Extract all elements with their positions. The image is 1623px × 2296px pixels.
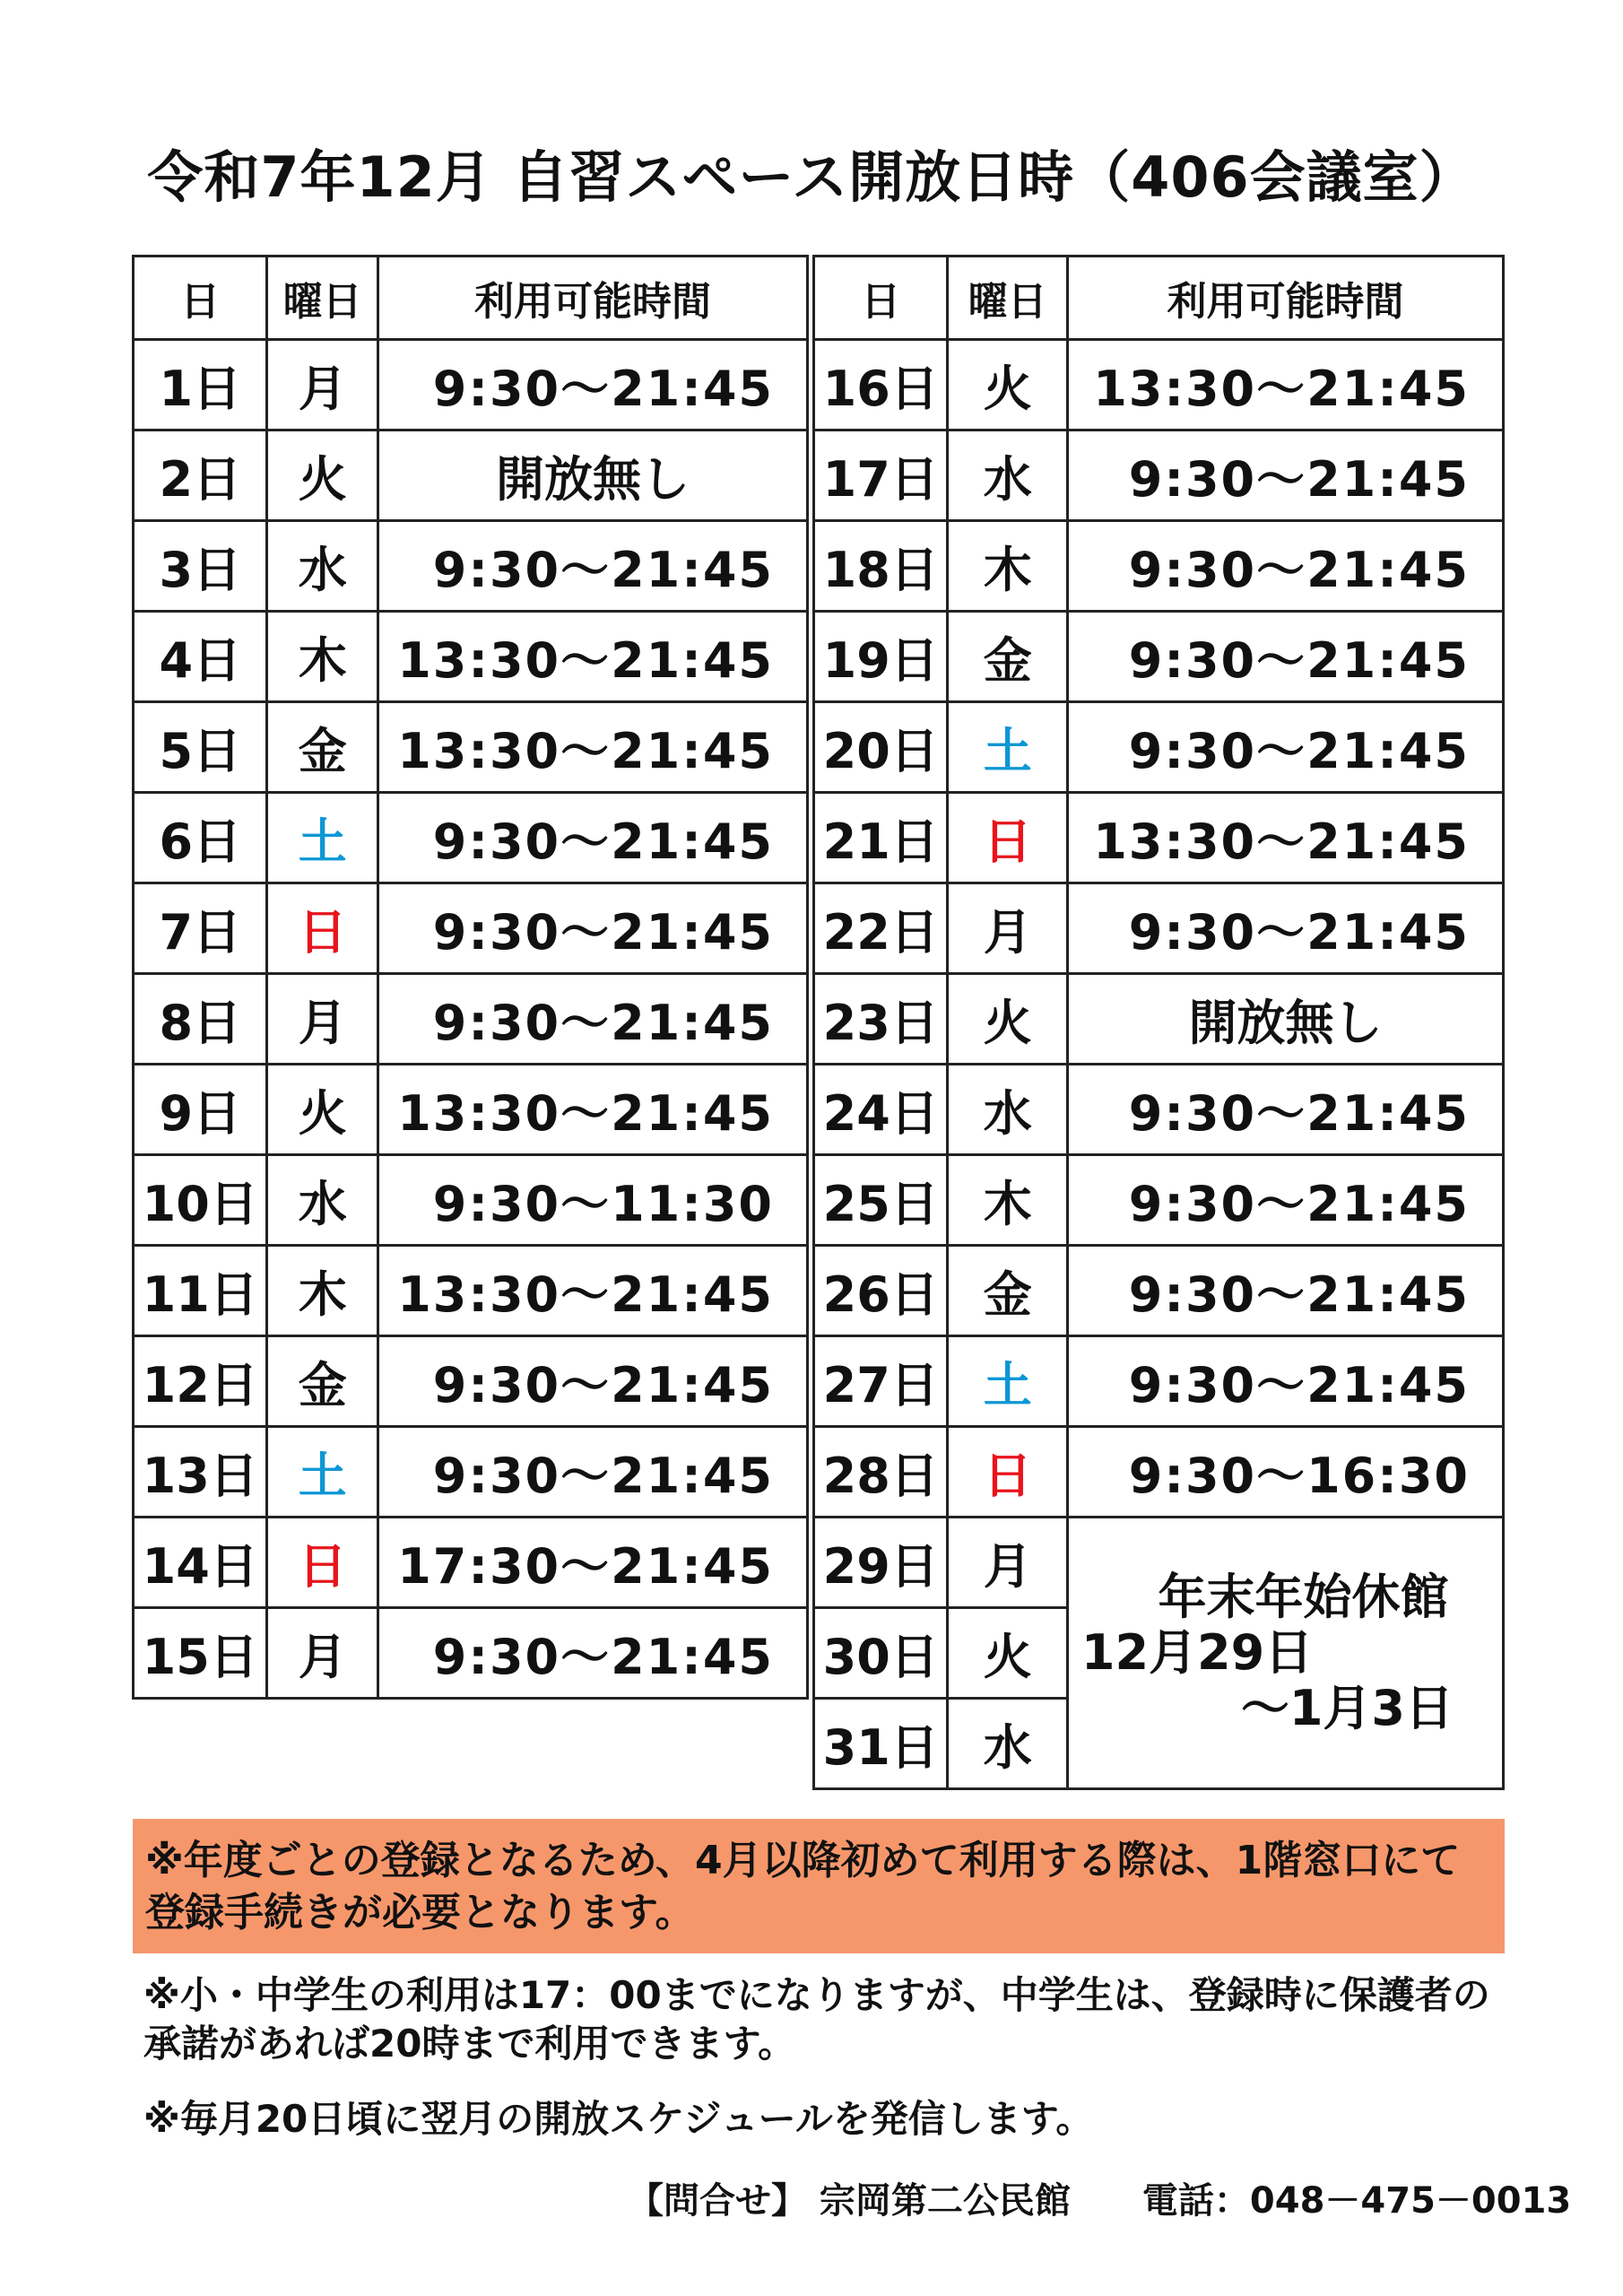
hours-cell: 13:30～21:45 <box>1067 793 1503 883</box>
table-row <box>134 612 808 702</box>
hours-cell: 9:30～21:45 <box>1067 521 1503 612</box>
weekday-cell: 日 <box>948 1427 1067 1518</box>
weekday-cell: 水 <box>948 430 1067 521</box>
hours-cell: 9:30～21:45 <box>1067 1246 1503 1336</box>
table-row <box>814 1518 1504 1608</box>
header-day: 日 <box>134 257 267 340</box>
table-row <box>814 1246 1504 1336</box>
day-cell: 10日 <box>134 1155 267 1246</box>
header-weekday: 曜日 <box>267 257 378 340</box>
day-cell: 20日 <box>814 702 948 793</box>
schedule-release-note: ※毎月20日頃に翌月の開放スケジュールを発信します。 <box>143 2097 1094 2141</box>
table-row <box>134 974 808 1065</box>
weekday-cell: 火 <box>267 430 378 521</box>
hours-cell: 9:30～21:45 <box>378 340 807 430</box>
weekday-cell: 木 <box>948 521 1067 612</box>
table-row <box>814 1427 1504 1518</box>
hours-cell: 9:30～21:45 <box>378 1608 807 1699</box>
hours-cell: 9:30～21:45 <box>378 793 807 883</box>
weekday-cell: 日 <box>267 1518 378 1608</box>
table-row <box>814 702 1504 793</box>
hours-cell: 9:30～21:45 <box>1067 612 1503 702</box>
weekday-cell: 火 <box>267 1065 378 1155</box>
table-row <box>134 1065 808 1155</box>
hours-cell: 13:30～21:45 <box>378 612 807 702</box>
day-cell: 3日 <box>134 521 267 612</box>
holiday-line1: 年末年始休館 <box>1158 1569 1449 1625</box>
day-cell: 2日 <box>134 430 267 521</box>
day-cell: 9日 <box>134 1065 267 1155</box>
table-row <box>814 1155 1504 1246</box>
hours-cell: 9:30～21:45 <box>378 974 807 1065</box>
table-row <box>134 1608 808 1699</box>
weekday-cell: 水 <box>267 521 378 612</box>
table-row <box>814 340 1504 430</box>
header-day: 日 <box>814 257 948 340</box>
weekday-cell: 月 <box>267 974 378 1065</box>
day-cell: 12日 <box>134 1336 267 1427</box>
hours-cell: 9:30～21:45 <box>1067 430 1503 521</box>
day-cell: 31日 <box>814 1699 948 1789</box>
table-row <box>134 1518 808 1608</box>
day-cell: 5日 <box>134 702 267 793</box>
weekday-cell: 土 <box>948 702 1067 793</box>
day-cell: 28日 <box>814 1427 948 1518</box>
table-row <box>814 612 1504 702</box>
weekday-cell: 日 <box>267 883 378 974</box>
weekday-cell: 火 <box>948 974 1067 1065</box>
hours-cell: 13:30～21:45 <box>1067 340 1503 430</box>
table-row <box>814 974 1504 1065</box>
day-cell: 11日 <box>134 1246 267 1336</box>
hours-cell: 9:30～21:45 <box>1067 702 1503 793</box>
hours-cell: 17:30～21:45 <box>378 1518 807 1608</box>
hours-cell: 9:30～21:45 <box>378 521 807 612</box>
weekday-cell: 水 <box>948 1065 1067 1155</box>
hours-cell: 9:30～21:45 <box>378 883 807 974</box>
table-row <box>814 793 1504 883</box>
hours-cell: 9:30～21:45 <box>378 1336 807 1427</box>
day-cell: 13日 <box>134 1427 267 1518</box>
hours-cell: 9:30～16:30 <box>1067 1427 1503 1518</box>
table-row <box>134 702 808 793</box>
closed-cell: 開放無し <box>378 430 807 521</box>
weekday-cell: 水 <box>948 1699 1067 1789</box>
day-cell: 26日 <box>814 1246 948 1336</box>
day-cell: 21日 <box>814 793 948 883</box>
day-cell: 25日 <box>814 1155 948 1246</box>
table-row <box>134 793 808 883</box>
weekday-cell: 木 <box>267 612 378 702</box>
table-row <box>134 340 808 430</box>
schedule-table-left <box>132 255 809 1700</box>
table-row <box>134 521 808 612</box>
header-hours: 利用可能時間 <box>378 257 807 340</box>
weekday-cell: 月 <box>267 1608 378 1699</box>
table-row <box>134 1246 808 1336</box>
hours-cell: 13:30～21:45 <box>378 1065 807 1155</box>
table-header-row <box>134 257 808 340</box>
holiday-line2: 12月29日 <box>1081 1624 1314 1681</box>
day-cell: 8日 <box>134 974 267 1065</box>
weekday-cell: 金 <box>267 702 378 793</box>
hours-cell: 9:30～21:45 <box>378 1427 807 1518</box>
weekday-cell: 水 <box>267 1155 378 1246</box>
weekday-cell: 日 <box>948 793 1067 883</box>
day-cell: 17日 <box>814 430 948 521</box>
header-hours: 利用可能時間 <box>1067 257 1503 340</box>
hours-cell: 9:30～21:45 <box>1067 883 1503 974</box>
weekday-cell: 金 <box>267 1336 378 1427</box>
weekday-cell: 火 <box>948 340 1067 430</box>
day-cell: 24日 <box>814 1065 948 1155</box>
table-row <box>134 1427 808 1518</box>
day-cell: 22日 <box>814 883 948 974</box>
hours-cell: 9:30～21:45 <box>1067 1065 1503 1155</box>
hours-cell: 13:30～21:45 <box>378 702 807 793</box>
header-weekday: 曜日 <box>948 257 1067 340</box>
day-cell: 23日 <box>814 974 948 1065</box>
contact-footer: 【問合せ】 宗岡第二公民館 電話：048－475－0013 <box>628 2180 1572 2222</box>
weekday-cell: 土 <box>948 1336 1067 1427</box>
hours-cell: 9:30～21:45 <box>1067 1155 1503 1246</box>
schedule-table-right <box>812 255 1505 1790</box>
day-cell: 18日 <box>814 521 948 612</box>
day-cell: 4日 <box>134 612 267 702</box>
table-row <box>134 1336 808 1427</box>
weekday-cell: 木 <box>267 1246 378 1336</box>
weekday-cell: 土 <box>267 793 378 883</box>
day-cell: 27日 <box>814 1336 948 1427</box>
table-row <box>134 1155 808 1246</box>
table-row <box>814 521 1504 612</box>
weekday-cell: 月 <box>948 1518 1067 1608</box>
hours-cell: 9:30～11:30 <box>378 1155 807 1246</box>
holiday-line3: ～1月3日 <box>1240 1680 1454 1736</box>
table-header-row <box>814 257 1504 340</box>
weekday-cell: 金 <box>948 612 1067 702</box>
day-cell: 14日 <box>134 1518 267 1608</box>
hours-cell: 9:30～21:45 <box>1067 1336 1503 1427</box>
weekday-cell: 火 <box>948 1608 1067 1699</box>
day-cell: 30日 <box>814 1608 948 1699</box>
day-cell: 29日 <box>814 1518 948 1608</box>
weekday-cell: 金 <box>948 1246 1067 1336</box>
student-usage-note: ※小・中学生の利用は17：00までになりますが、中学生は、登録時に保護者の承諾があれば20時まで利用できます。 <box>143 1973 1490 2066</box>
page-title: 令和7年12月 自習スペース開放日時（406会議室） <box>147 144 1476 210</box>
day-cell: 16日 <box>814 340 948 430</box>
table-row <box>134 430 808 521</box>
table-row <box>814 883 1504 974</box>
weekday-cell: 木 <box>948 1155 1067 1246</box>
day-cell: 1日 <box>134 340 267 430</box>
table-row <box>814 1336 1504 1427</box>
weekday-cell: 土 <box>267 1427 378 1518</box>
year-end-closure-cell <box>1067 1518 1503 1789</box>
day-cell: 7日 <box>134 883 267 974</box>
table-row <box>814 1065 1504 1155</box>
table-row <box>814 430 1504 521</box>
weekday-cell: 月 <box>267 340 378 430</box>
hours-cell: 13:30～21:45 <box>378 1246 807 1336</box>
day-cell: 19日 <box>814 612 948 702</box>
registration-notice: ※年度ごとの登録となるため、4月以降初めて利用する際は、1階窓口にて登録手続きが必要となります。 <box>133 1819 1505 1953</box>
day-cell: 15日 <box>134 1608 267 1699</box>
day-cell: 6日 <box>134 793 267 883</box>
weekday-cell: 月 <box>948 883 1067 974</box>
table-row <box>134 883 808 974</box>
closed-cell: 開放無し <box>1067 974 1503 1065</box>
